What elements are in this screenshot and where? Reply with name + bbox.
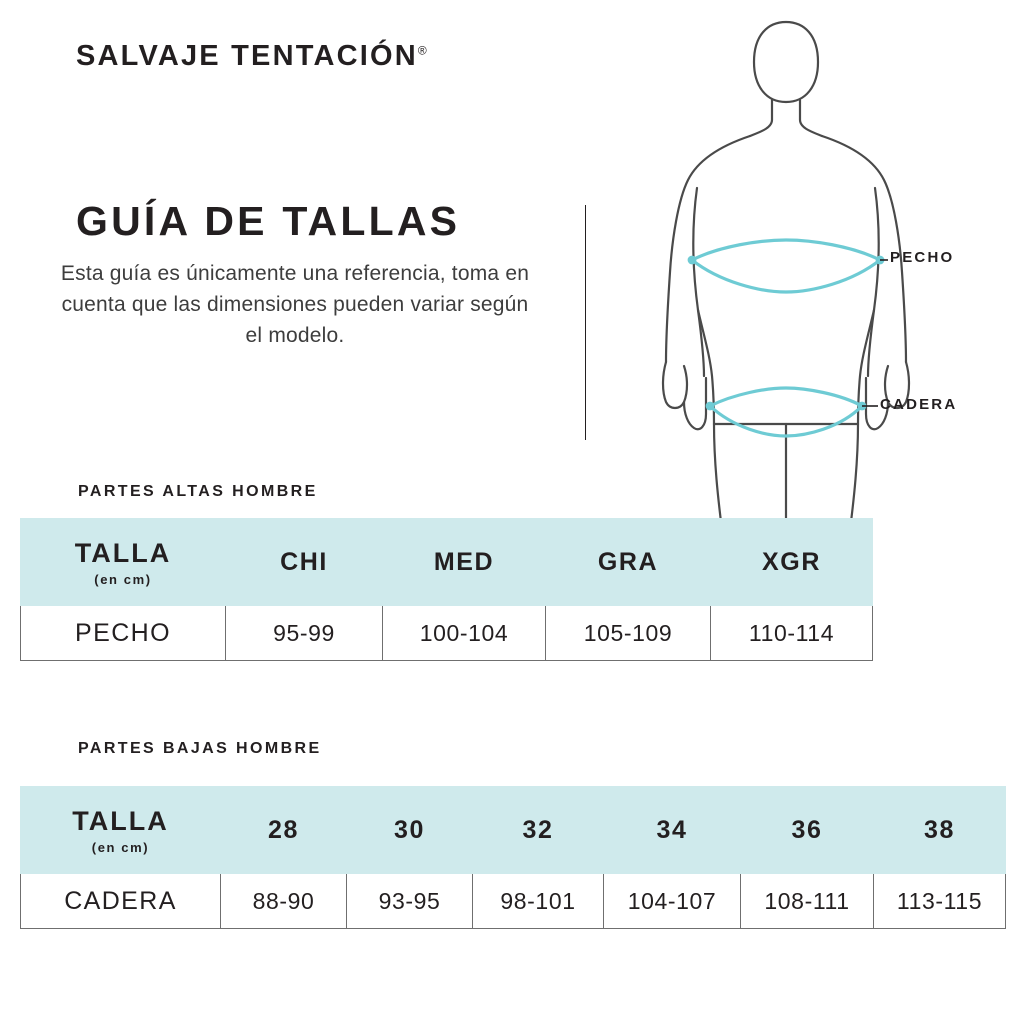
table-upper-header-row — [21, 519, 873, 606]
callout-chest-label: PECHO — [890, 249, 955, 266]
table-upper-cell-3: 105-109 — [546, 606, 711, 661]
table-upper-size-header-unit: (en cm) — [94, 571, 152, 587]
page-title: GUÍA DE TALLAS — [76, 198, 461, 244]
brand-name: SALVAJE TENTACIÓN — [76, 40, 418, 72]
table-upper-cell-1: 95-99 — [226, 606, 383, 661]
male-body-figure — [600, 10, 1020, 530]
table-upper-col-1: CHI — [226, 519, 383, 606]
table-upper-col-2: MED — [383, 519, 546, 606]
table-lower-col-1: 28 — [221, 787, 347, 874]
page-subtitle: Esta guía es únicamente una referencia, toma en cuenta que las dimensiones pueden variar según el modelo. — [60, 262, 530, 347]
table-lower-size-header — [21, 787, 221, 874]
table-lower-cell-3: 98-101 — [473, 874, 604, 929]
table-lower-cell-1: 88-90 — [221, 874, 347, 929]
table-lower-col-3: 32 — [473, 787, 604, 874]
table-upper-cell-4: 110-114 — [711, 606, 873, 661]
size-table-lower — [20, 786, 1006, 929]
table-upper-cell-2: 100-104 — [383, 606, 546, 661]
registered-mark: ® — [417, 43, 427, 58]
table-lower-size-header-unit: (en cm) — [91, 839, 150, 855]
brand-wordmark — [76, 40, 427, 73]
table-row — [21, 606, 873, 661]
table-lower-row-label: CADERA — [21, 874, 221, 929]
table-upper-size-header-main: TALLA — [74, 537, 172, 568]
table-upper-col-3: GRA — [546, 519, 711, 606]
table-upper-row-label: PECHO — [21, 606, 226, 661]
table-upper-size-header — [21, 519, 226, 606]
table-lower-col-6: 38 — [874, 787, 1006, 874]
table-lower-size-header-main: TALLA — [72, 805, 169, 836]
table-lower-cell-4: 104-107 — [604, 874, 741, 929]
table-lower-col-4: 34 — [604, 787, 741, 874]
size-table-upper — [20, 518, 873, 661]
table-lower-cell-5: 108-111 — [741, 874, 874, 929]
vertical-divider — [585, 205, 586, 440]
table-lower-col-2: 30 — [347, 787, 473, 874]
section-label-lower: PARTES BAJAS HOMBRE — [78, 740, 322, 757]
table-lower-col-5: 36 — [741, 787, 874, 874]
callout-hip-label: CADERA — [880, 396, 958, 413]
table-upper-col-4: XGR — [711, 519, 873, 606]
table-lower-cell-6: 113-115 — [874, 874, 1006, 929]
section-label-upper: PARTES ALTAS HOMBRE — [78, 483, 318, 500]
table-row — [21, 874, 1006, 929]
table-lower-cell-2: 93-95 — [347, 874, 473, 929]
table-lower-header-row — [21, 787, 1006, 874]
